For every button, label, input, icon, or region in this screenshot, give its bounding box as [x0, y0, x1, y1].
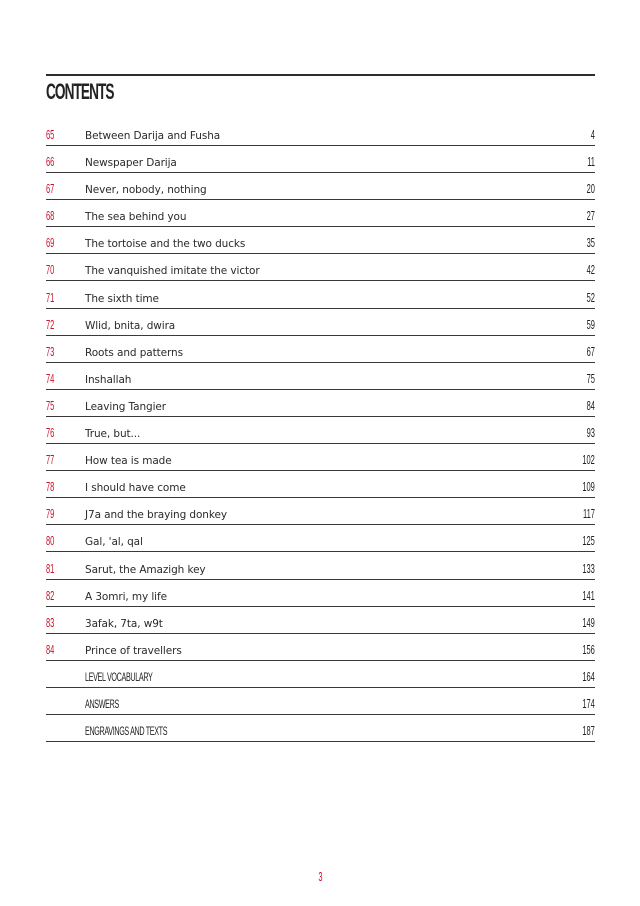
unit-number: 78 — [46, 480, 55, 495]
toc-entry[interactable] — [46, 526, 595, 552]
toc-entry[interactable] — [46, 120, 595, 146]
page-ref: 133 — [582, 561, 595, 576]
page-ref: 59 — [586, 317, 595, 332]
unit-number: 79 — [46, 507, 55, 522]
unit-number: 69 — [46, 236, 55, 251]
toc-entry[interactable] — [46, 472, 595, 498]
entry-title: J7a and the braying donkey — [85, 509, 227, 522]
toc-entry[interactable] — [46, 635, 595, 661]
toc-entry[interactable] — [46, 310, 595, 336]
toc-entry[interactable] — [46, 445, 595, 471]
unit-number: 65 — [46, 128, 55, 142]
toc-extra-entry[interactable] — [46, 689, 595, 715]
toc-entry[interactable] — [46, 337, 595, 363]
page-ref: 117 — [583, 507, 595, 522]
entry-title: 3afak, 7ta, w9t — [85, 617, 163, 630]
unit-number: 71 — [46, 290, 55, 305]
toc-entry[interactable] — [46, 391, 595, 417]
entry-title: The sea behind you — [85, 211, 187, 224]
entry-title: The tortoise and the two ducks — [85, 238, 246, 251]
page-ref: 42 — [586, 263, 595, 278]
page-ref: 75 — [586, 371, 595, 386]
entry-title: Sarut, the Amazigh key — [85, 563, 206, 576]
unit-number: 68 — [46, 209, 55, 224]
unit-number: 66 — [46, 155, 55, 170]
unit-number: 67 — [46, 182, 55, 197]
unit-number: 73 — [46, 344, 55, 359]
unit-number: 77 — [46, 453, 55, 468]
toc-extra-entry[interactable] — [46, 662, 595, 688]
entry-title: ANSWERS — [85, 696, 119, 711]
toc-entry[interactable] — [46, 581, 595, 607]
unit-number: 80 — [46, 534, 55, 549]
page-ref: 27 — [586, 209, 595, 224]
entry-title: Inshallah — [85, 373, 132, 386]
unit-number: 74 — [46, 371, 55, 386]
page-ref: 11 — [587, 155, 595, 170]
page-ref: 109 — [582, 480, 595, 495]
page-ref: 164 — [582, 669, 595, 684]
unit-number: 72 — [46, 317, 55, 332]
page-ref: 141 — [582, 588, 595, 603]
entry-title: Wlid, bnita, dwira — [85, 319, 176, 332]
entry-title: The vanquished imitate the victor — [85, 265, 260, 278]
page-ref: 20 — [586, 182, 595, 197]
page-ref: 174 — [582, 696, 595, 711]
entry-title: The sixth time — [85, 292, 159, 305]
entry-title: How tea is made — [85, 455, 172, 468]
unit-number: 76 — [46, 426, 55, 441]
page-ref: 187 — [582, 724, 595, 739]
entry-title: Prince of travellers — [85, 644, 182, 657]
page-ref: 156 — [582, 642, 595, 657]
entry-title: Between Darija and Fusha — [85, 130, 221, 142]
toc-entry[interactable] — [46, 364, 595, 390]
unit-number: 75 — [46, 398, 55, 413]
toc-entry[interactable] — [46, 174, 595, 200]
page-ref: 67 — [586, 344, 595, 359]
unit-number: 84 — [46, 642, 55, 657]
entry-title: True, but... — [85, 428, 141, 441]
top-rule — [46, 74, 595, 76]
unit-number: 81 — [46, 561, 55, 576]
unit-number: 82 — [46, 588, 55, 603]
page-ref: 149 — [582, 615, 595, 630]
contents-page — [46, 74, 595, 743]
toc-entry[interactable] — [46, 499, 595, 525]
entry-title: ENGRAVINGS AND TEXTS — [85, 724, 168, 739]
entry-title: Leaving Tangier — [85, 400, 166, 413]
toc-extra-entry[interactable] — [46, 716, 595, 742]
page-number: 3 — [317, 870, 323, 884]
entry-title: LEVEL VOCABULARY — [85, 669, 153, 684]
entry-title: I should have come — [85, 482, 186, 495]
toc-entry[interactable] — [46, 147, 595, 173]
toc-entry[interactable] — [46, 283, 595, 309]
entry-title: Roots and patterns — [85, 346, 183, 359]
page-ref: 84 — [586, 398, 595, 413]
entry-title: Never, nobody, nothing — [85, 184, 207, 197]
toc-entry[interactable] — [46, 255, 595, 281]
page-ref: 35 — [586, 236, 595, 251]
unit-number: 83 — [46, 615, 55, 630]
page-title: CONTENTS — [46, 79, 114, 104]
toc-list — [46, 120, 595, 742]
page-ref: 52 — [586, 290, 595, 305]
page-ref: 102 — [582, 453, 595, 468]
toc-entry[interactable] — [46, 554, 595, 580]
toc-entry[interactable] — [46, 608, 595, 634]
toc-entry[interactable] — [46, 228, 595, 254]
entry-title: Gal, 'al, qal — [85, 536, 143, 549]
page-ref: 93 — [586, 426, 595, 441]
entry-title: A 3omri, my life — [85, 590, 167, 603]
entry-title: Newspaper Darija — [85, 157, 177, 170]
toc-entry[interactable] — [46, 418, 595, 444]
unit-number: 70 — [46, 263, 55, 278]
page-ref: 4 — [590, 128, 595, 142]
page-ref: 125 — [582, 534, 595, 549]
toc-entry[interactable] — [46, 201, 595, 227]
